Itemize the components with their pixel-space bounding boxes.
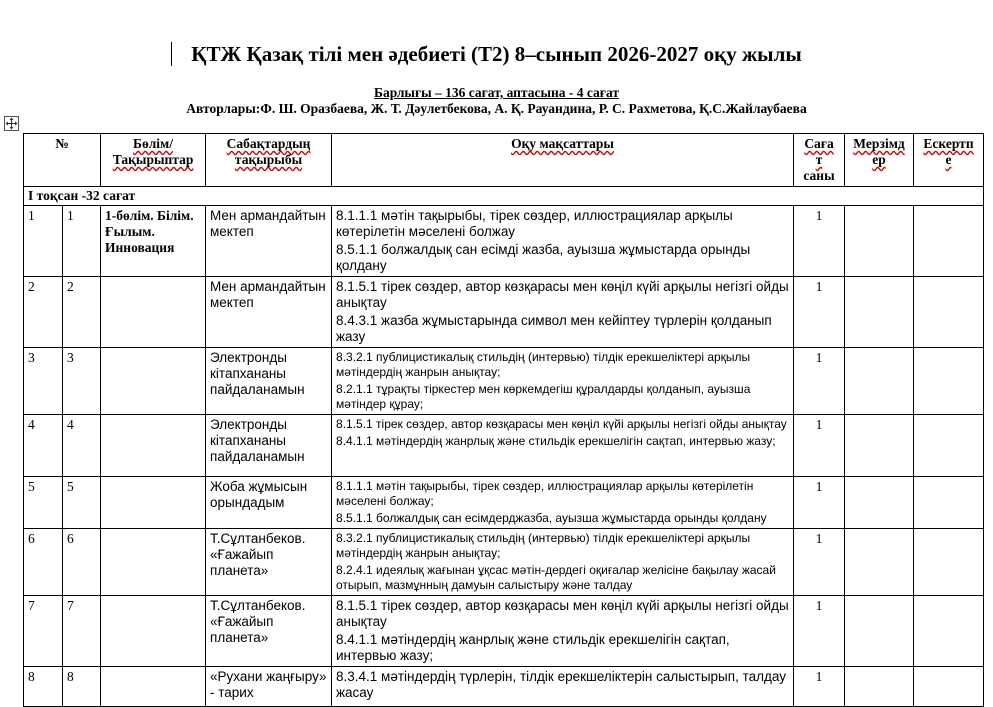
objective-text: 8.1.1.1 мәтін тақырыбы, тірек сөздер, иллюстрациялар арқылы көтерілетін мәселені болжау <box>336 208 733 239</box>
hours-value: 1 <box>794 415 845 477</box>
table-row <box>24 277 984 348</box>
objective-text: 8.2.4.1 идеялық жағынан ұқсас мәтін-дердегі оқиғалар желісіне бақылау жасай отырып, мазмұнның дамуын салыстыру және талдау <box>336 563 776 592</box>
deadline-cell <box>845 667 914 707</box>
lesson-number: 8 <box>63 667 101 707</box>
hours-value: 1 <box>794 277 845 348</box>
deadline-cell <box>845 206 914 277</box>
notes-cell <box>914 596 984 667</box>
objective-text: 8.1.5.1 тірек сөздер, автор көзқарасы мен көңіл күйі арқылы негізгі ойды анықтау <box>336 279 789 310</box>
move-cross-icon[interactable] <box>4 116 19 131</box>
section-name <box>101 529 206 596</box>
notes-cell <box>914 206 984 277</box>
hours-summary <box>0 85 993 101</box>
document-title: ҚТЖ Қазақ тілі мен әдебиеті (Т2) 8–сынып 2026-2027 оқу жылы <box>191 42 802 66</box>
table-row <box>24 596 984 667</box>
lesson-topic: Т.Сұлтанбеков. «Ғажайып планета» <box>206 596 332 667</box>
table-row <box>24 348 984 415</box>
deadline-cell <box>845 529 914 596</box>
notes-cell <box>914 477 984 529</box>
lesson-topic: «Рухани жаңғыру» - тарих <box>206 667 332 707</box>
row-number: 3 <box>24 348 63 415</box>
section-name: 1-бөлім. Білім. Ғылым. Инновация <box>101 206 206 277</box>
table-row <box>24 477 984 529</box>
objective-text: 8.2.1.1 тұрақты тіркестер мен көркемдегіш құралдарды қолданып, ауызша мәтіндер құрау; <box>336 382 751 411</box>
section-name <box>101 277 206 348</box>
header-section: Бөлім/ Тақырыптар <box>101 134 206 187</box>
objectives-cell <box>332 415 794 477</box>
header-number: № <box>24 134 101 187</box>
objectives-cell <box>332 348 794 415</box>
hours-value: 1 <box>794 596 845 667</box>
table-row <box>24 667 984 707</box>
section-name <box>101 596 206 667</box>
objectives-cell <box>332 529 794 596</box>
row-number: 8 <box>24 667 63 707</box>
objective-text: 8.1.5.1 тірек сөздер, автор көзқарасы мен көңіл күйі арқылы негізгі ойды анықтау <box>336 417 787 431</box>
objective-text: 8.4.1.1 мәтіндердің жанрлық және стильдік ерекшелігін сақтап, интервью жазу; <box>336 632 730 663</box>
section-name <box>101 348 206 415</box>
lesson-number: 7 <box>63 596 101 667</box>
hours-value: 1 <box>794 477 845 529</box>
objective-text: 8.3.2.1 публицистикалық стильдің (интервью) тілдік ерекшеліктері арқылы мәтіндердің жанрын анықтау; <box>336 531 751 560</box>
section-name <box>101 667 206 707</box>
lesson-topic: Т.Сұлтанбеков. «Ғажайып планета» <box>206 529 332 596</box>
header-deadline: Мерзімд ер <box>845 134 914 187</box>
lesson-topic: Мен армандайтын мектеп <box>206 277 332 348</box>
row-number: 7 <box>24 596 63 667</box>
objective-text: 8.4.3.1 жазба жұмыстарында символ мен кейіптеу түрлерін қолданып жазу <box>336 313 772 344</box>
header-topic: Сабақтардың тақырыбы <box>206 134 332 187</box>
lesson-number: 6 <box>63 529 101 596</box>
hours-value: 1 <box>794 206 845 277</box>
deadline-cell <box>845 596 914 667</box>
objective-text: 8.4.1.1 мәтіндердің жанрлық және стильдік ерекшелігін сақтап, интервью жазу; <box>336 434 776 448</box>
row-number: 6 <box>24 529 63 596</box>
header-hours: Саға т саны <box>794 134 845 187</box>
objective-text: 8.3.4.1 мәтіндердің түрлерін, тілдік ерекшеліктерін салыстырып, талдау жасау <box>336 669 786 700</box>
lesson-number: 2 <box>63 277 101 348</box>
lesson-number: 3 <box>63 348 101 415</box>
table-header-row <box>24 134 984 187</box>
objective-text: 8.5.1.1 болжалдық сан есімді жазба, ауызша жұмыстарда орынды қолдану <box>336 242 751 273</box>
notes-cell <box>914 277 984 348</box>
header-objectives: Оқу мақсаттары <box>332 134 794 187</box>
quarter-row <box>24 187 984 206</box>
objective-text: 8.3.2.1 публицистикалық стильдің (интервью) тілдік ерекшеліктері арқылы мәтіндердің жанрын анықтау; <box>336 350 751 379</box>
row-number: 1 <box>24 206 63 277</box>
objectives-cell <box>332 206 794 277</box>
section-name <box>101 415 206 477</box>
row-number: 4 <box>24 415 63 477</box>
table-row <box>24 206 984 277</box>
table-row <box>24 415 984 477</box>
lesson-topic: Электронды кітапхананы пайдаланамын <box>206 415 332 477</box>
lesson-topic: Мен армандайтын мектеп <box>206 206 332 277</box>
deadline-cell <box>845 415 914 477</box>
objectives-cell <box>332 477 794 529</box>
notes-cell <box>914 348 984 415</box>
lesson-topic: Жоба жұмысын орындадым <box>206 477 332 529</box>
notes-cell <box>914 415 984 477</box>
section-name <box>101 477 206 529</box>
quarter-label: І тоқсан -32 сағат <box>24 187 984 206</box>
objective-text: 8.1.1.1 мәтін тақырыбы, тірек сөздер, иллюстрациялар арқылы көтерілетін мәселені болжау; <box>336 479 754 508</box>
deadline-cell <box>845 348 914 415</box>
objectives-cell <box>332 667 794 707</box>
objective-text: 8.1.5.1 тірек сөздер, автор көзқарасы мен көңіл күйі арқылы негізгі ойды анықтау <box>336 598 789 629</box>
objectives-cell <box>332 277 794 348</box>
lesson-topic: Электронды кітапхананы пайдаланамын <box>206 348 332 415</box>
header-notes: Ескертп е <box>914 134 984 187</box>
row-number: 5 <box>24 477 63 529</box>
objective-text: 8.5.1.1 болжалдық сан есімдерджазба, ауызша жұмыстарда орынды қолдану <box>336 511 767 525</box>
notes-cell <box>914 667 984 707</box>
authors-line: Авторлары:Ф. Ш. Оразбаева, Ж. Т. Дәулетбекова, А. Қ. Рауандина, Р. С. Рахметова, Қ.С.Жайлаубаева <box>186 101 807 116</box>
table-row <box>24 529 984 596</box>
row-number: 2 <box>24 277 63 348</box>
notes-cell <box>914 529 984 596</box>
lesson-number: 5 <box>63 477 101 529</box>
deadline-cell <box>845 277 914 348</box>
deadline-cell <box>845 477 914 529</box>
lesson-plan-table <box>23 133 984 707</box>
lesson-number: 1 <box>63 206 101 277</box>
objectives-cell <box>332 596 794 667</box>
hours-value: 1 <box>794 667 845 707</box>
hours-summary-text: Барлығы – 136 сағат, аптасына - 4 сағат <box>374 85 619 100</box>
hours-value: 1 <box>794 348 845 415</box>
hours-value: 1 <box>794 529 845 596</box>
lesson-number: 4 <box>63 415 101 477</box>
